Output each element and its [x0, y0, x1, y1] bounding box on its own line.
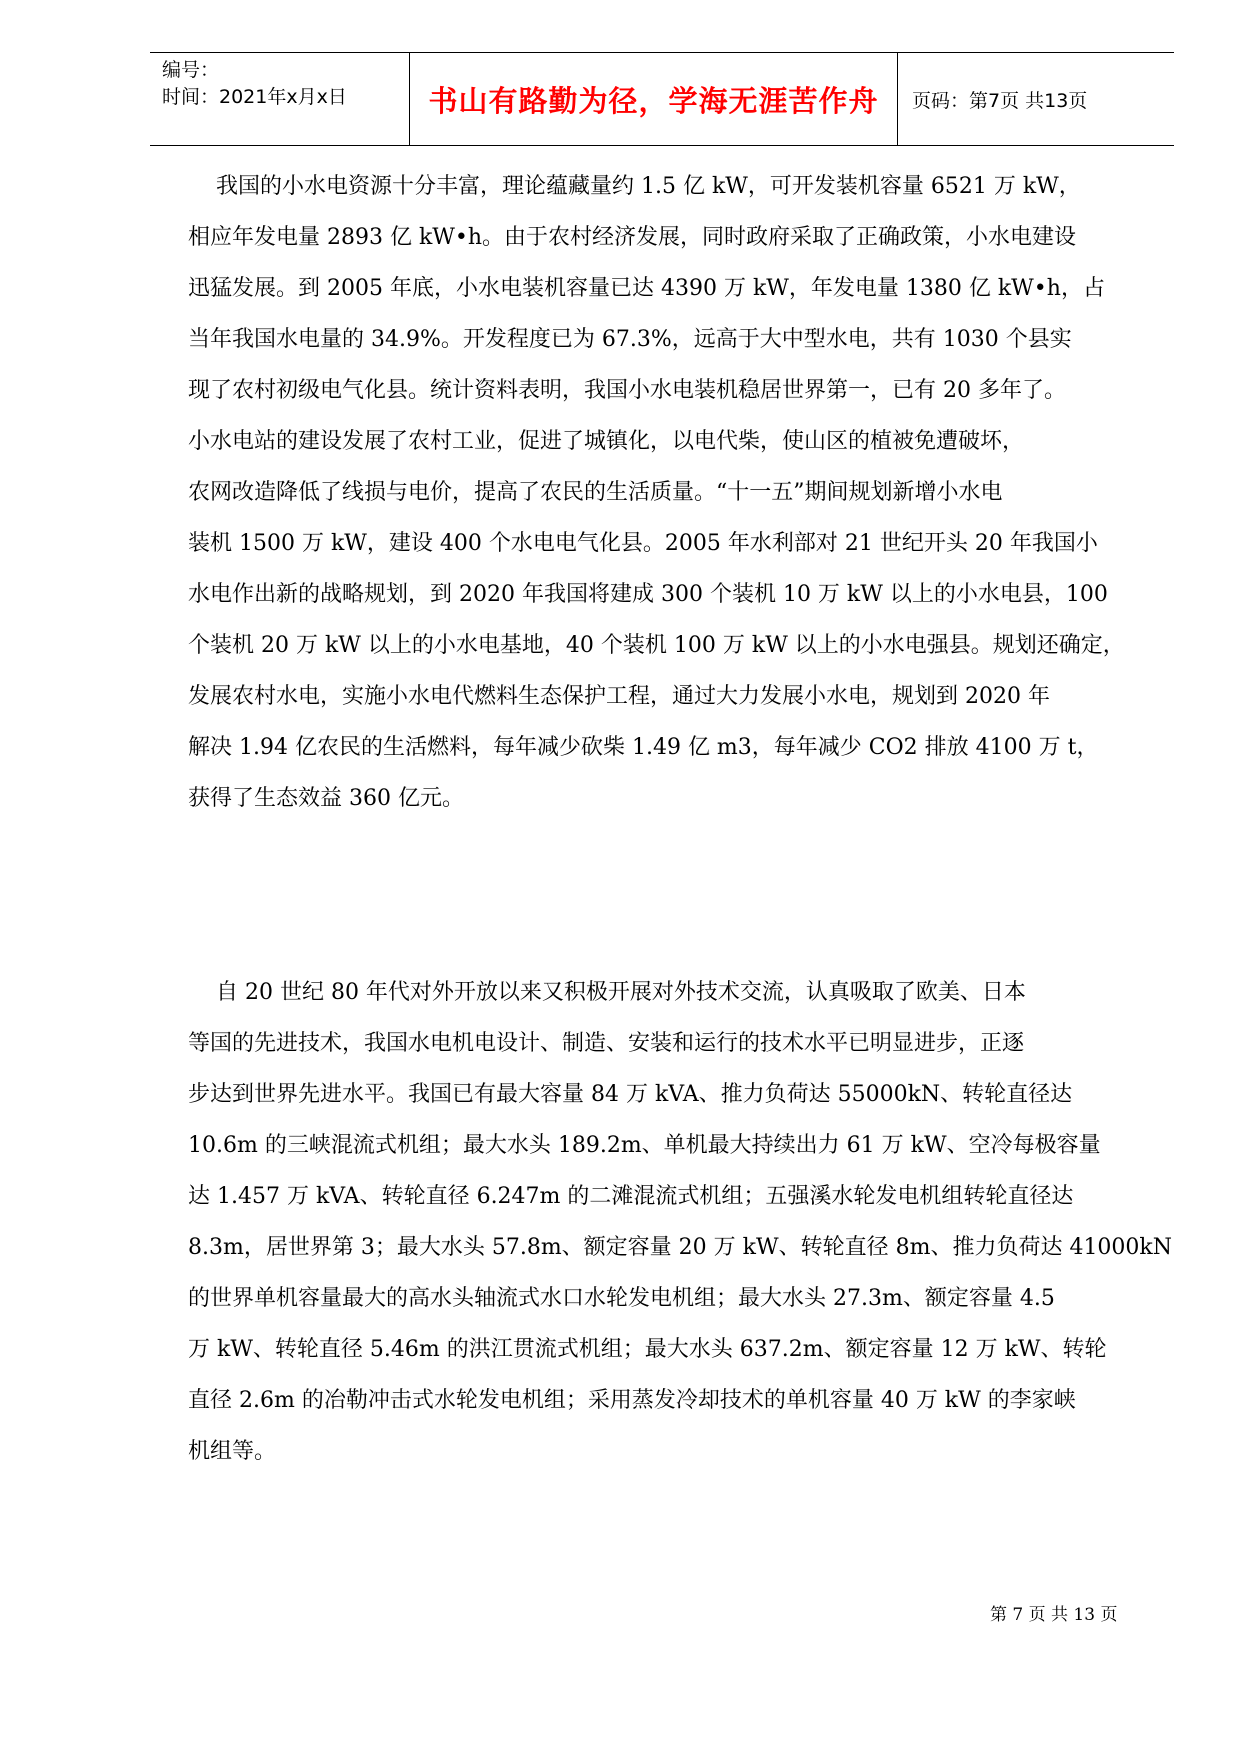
- serial-number-label: 编号：: [162, 59, 220, 81]
- header-page-code: [898, 53, 1174, 145]
- text-line: 解决 1.94 亿农民的生活燃料，每年减少砍柴 1.49 亿 m3，每年减少 CO2 排放 4100 万 t，: [188, 735, 1099, 760]
- page-code-text: 页码：第7页 共13页: [912, 89, 1088, 112]
- time-label: 时间：2021年x月x日: [162, 86, 347, 108]
- header-motto-cell: [410, 53, 898, 145]
- paragraph-technology-progress: [188, 967, 1173, 1477]
- text-line: 装机 1500 万 kW，建设 400 个水电电气化县。2005 年水利部对 21 世纪开头 20 年我国小: [188, 531, 1098, 556]
- text-line: 自 20 世纪 80 年代对外开放以来又积极开展对外技术交流，认真吸取了欧美、日本: [188, 980, 1026, 1005]
- text-line: 机组等。: [188, 1439, 277, 1464]
- text-line: 达 1.457 万 kVA、转轮直径 6.247m 的二滩混流式机组；五强溪水轮发电机组转轮直径达: [188, 1184, 1074, 1209]
- page-footer: [990, 1600, 1117, 1625]
- text-line: 8.3m，居世界第 3；最大水头 57.8m、额定容量 20 万 kW、转轮直径 8m、推力负荷达 41000kN: [188, 1235, 1173, 1260]
- text-line: 发展农村水电，实施小水电代燃料生态保护工程，通过大力发展小水电，规划到 2020 年: [188, 684, 1050, 709]
- text-line: 小水电站的建设发展了农村工业，促进了城镇化，以电代柴，使山区的植被免遭破坏，: [188, 429, 1025, 454]
- footer-page-number: 第 7 页 共 13 页: [990, 1605, 1118, 1625]
- motto-text: 书山有路勤为径，学海无涯苦作舟: [428, 83, 879, 118]
- text-line: 万 kW、转轮直径 5.46m 的洪江贯流式机组；最大水头 637.2m、额定容量 12 万 kW、转轮: [188, 1337, 1107, 1362]
- text-line: 10.6m 的三峡混流式机组；最大水头 189.2m、单机最大持续出力 61 万 kW、空冷每极容量: [188, 1133, 1101, 1158]
- text-line: 水电作出新的战略规划，到 2020 年我国将建成 300 个装机 10 万 kW 以上的小水电县，100: [188, 582, 1108, 607]
- paragraph-small-hydropower: [188, 161, 1148, 824]
- text-line: 个装机 20 万 kW 以上的小水电基地，40 个装机 100 万 kW 以上的小水电强县。规划还确定，: [188, 633, 1125, 658]
- text-line: 农网改造降低了线损与电价，提高了农民的生活质量。“十一五”期间规划新增小水电: [188, 480, 1003, 505]
- text-line: 获得了生态效益 360 亿元。: [188, 786, 464, 811]
- header-meta: [150, 53, 410, 145]
- text-line: 直径 2.6m 的冶勒冲击式水轮发电机组；采用蒸发冷却技术的单机容量 40 万 kW 的李家峡: [188, 1388, 1076, 1413]
- text-line: 迅猛发展。到 2005 年底，小水电装机容量已达 4390 万 kW，年发电量 1380 亿 kW•h，占: [188, 276, 1105, 301]
- text-line: 的世界单机容量最大的高水头轴流式水口水轮发电机组；最大水头 27.3m、额定容量 4.5: [188, 1286, 1055, 1311]
- text-line: 我国的小水电资源十分丰富，理论蕴藏量约 1.5 亿 kW，可开发装机容量 6521 万 kW，: [188, 174, 1081, 199]
- text-line: 当年我国水电量的 34.9%。开发程度已为 67.3%，远高于大中型水电，共有 1030 个县实: [188, 327, 1072, 352]
- page-header: [150, 52, 1174, 146]
- text-line: 现了农村初级电气化县。统计资料表明，我国小水电装机稳居世界第一，已有 20 多年了。: [188, 378, 1066, 403]
- text-line: 步达到世界先进水平。我国已有最大容量 84 万 kVA、推力负荷达 55000kN、转轮直径达: [188, 1082, 1073, 1107]
- text-line: 相应年发电量 2893 亿 kW•h。由于农村经济发展，同时政府采取了正确政策，小水电建设: [188, 225, 1077, 250]
- text-line: 等国的先进技术，我国水电机电设计、制造、安装和运行的技术水平已明显进步，正逐: [188, 1031, 1025, 1056]
